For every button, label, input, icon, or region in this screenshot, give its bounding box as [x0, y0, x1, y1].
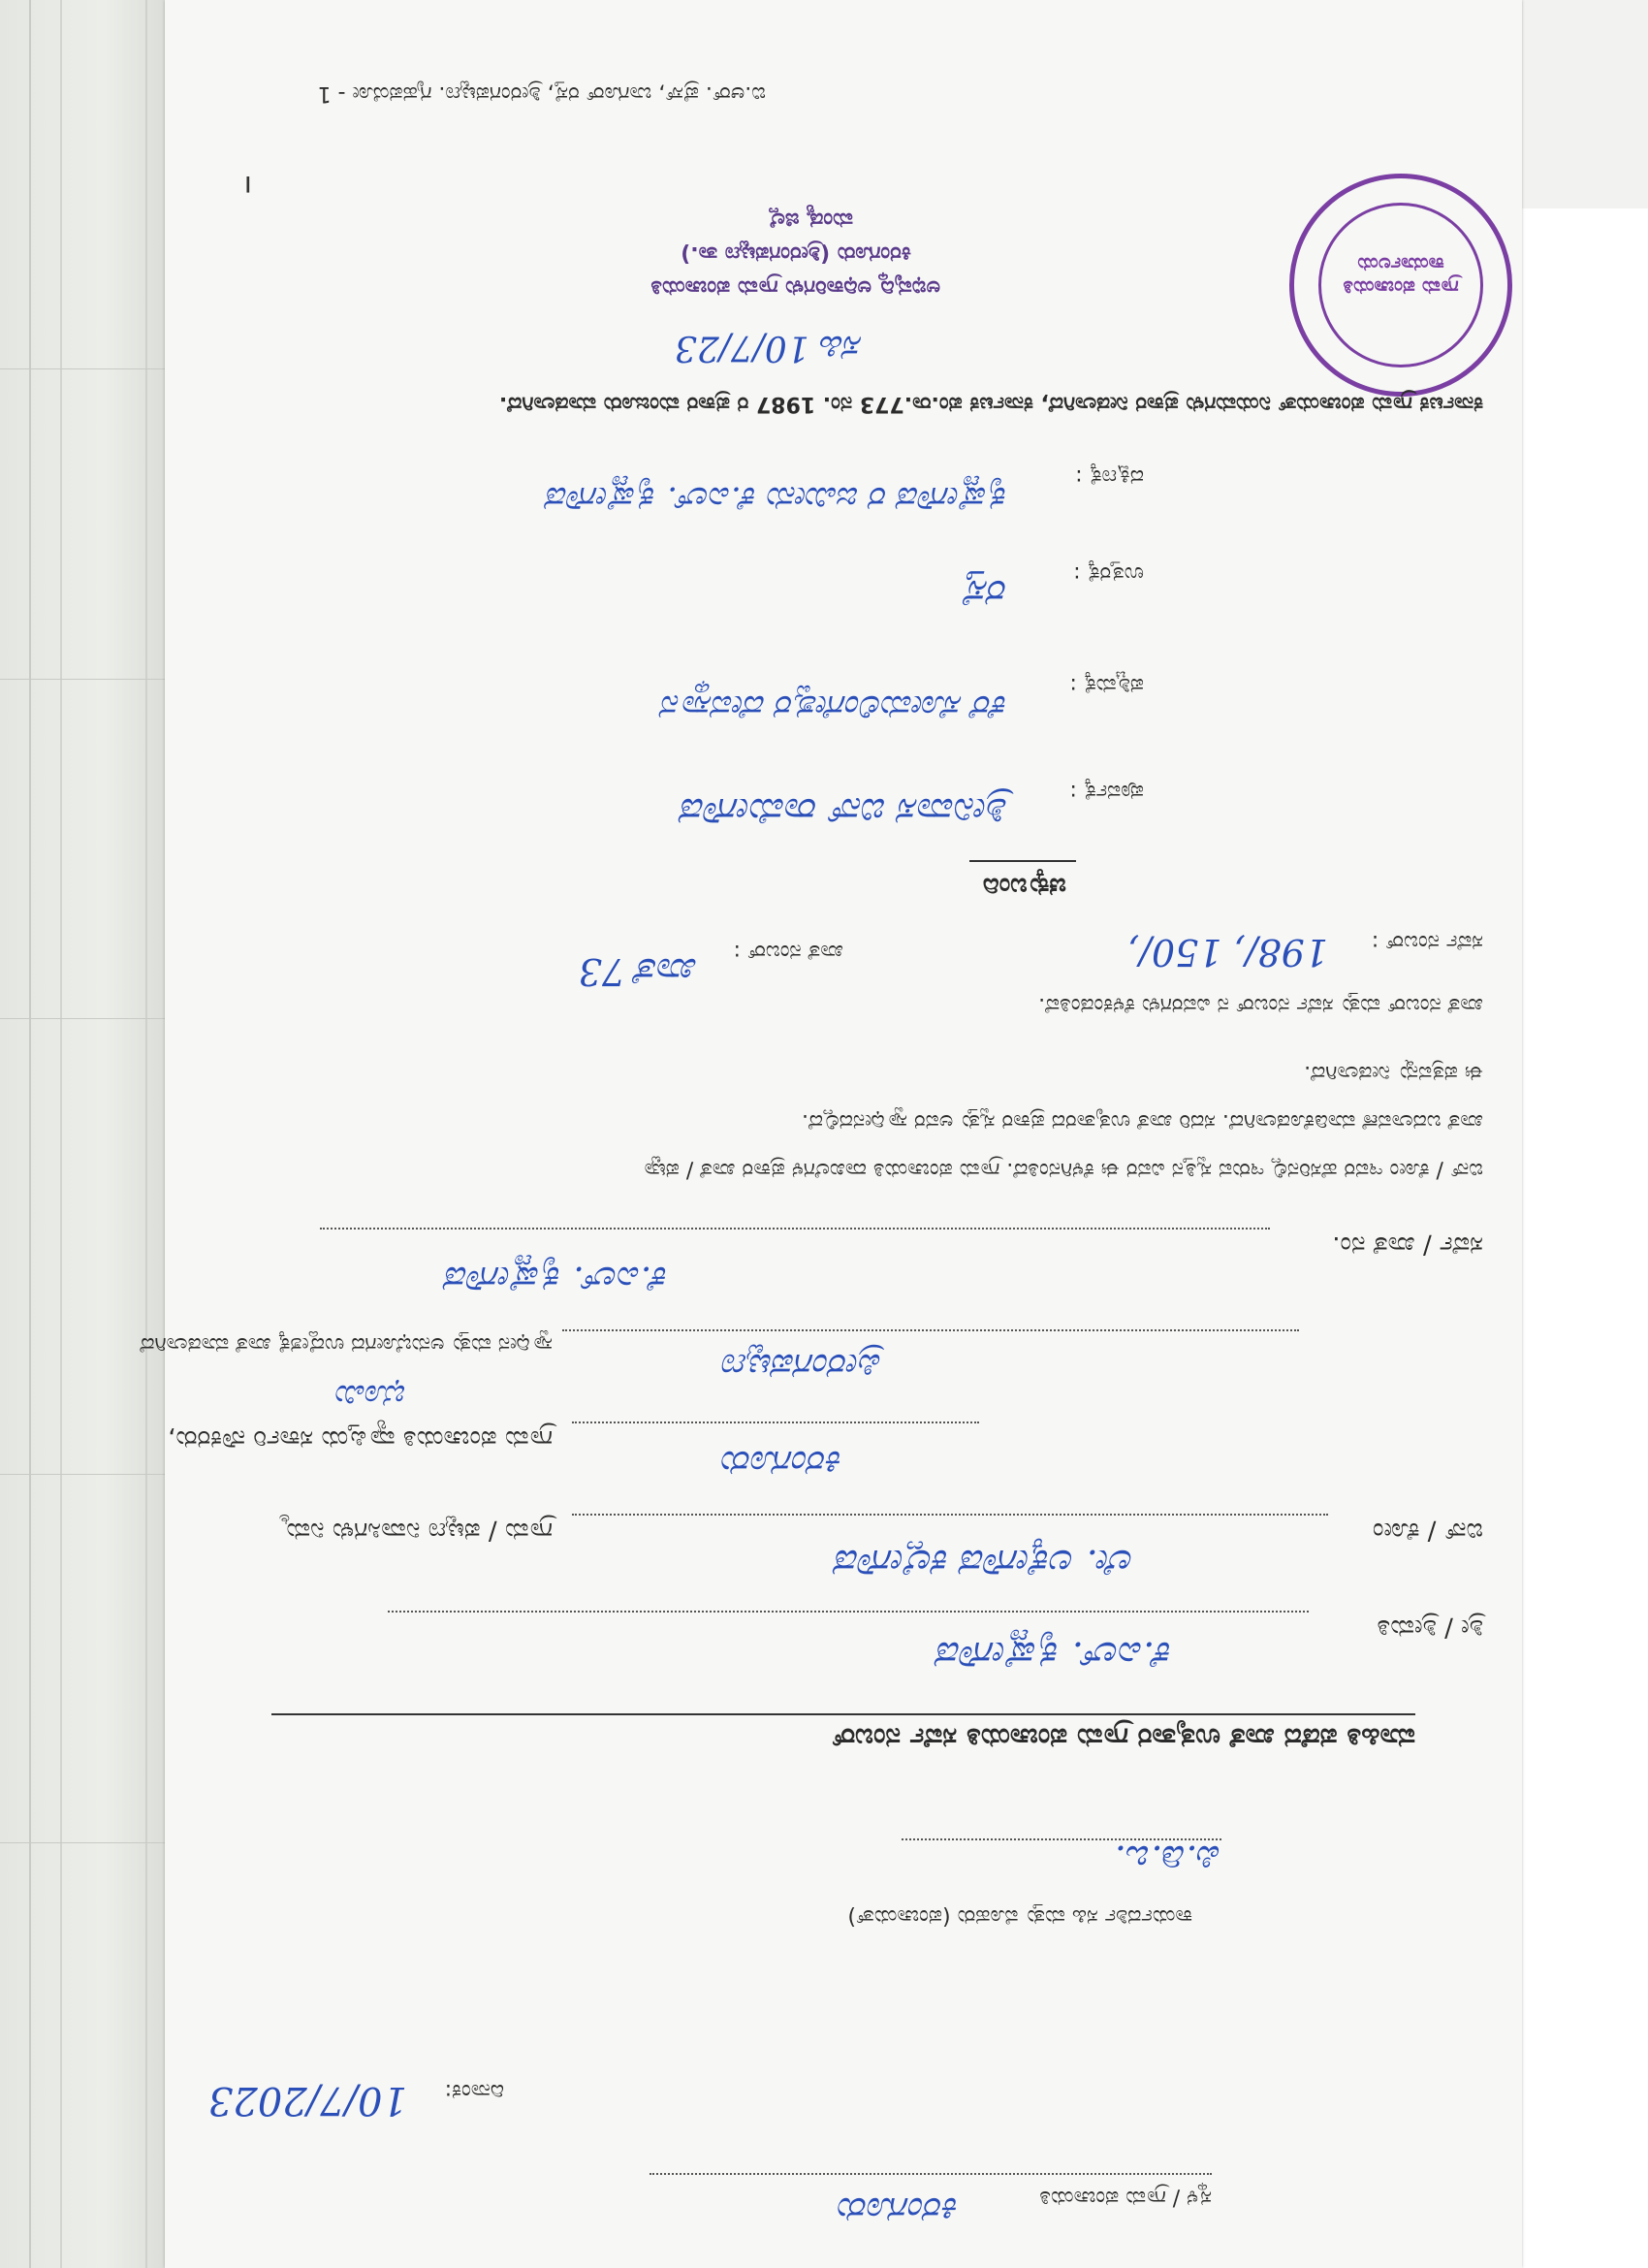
officer-signature-handwritten: ಸಹಿ 10/7/23: [674, 328, 863, 367]
printer-footer: ಬಿ.ಆರ್. ಪ್ರೆಸ್, ಬಾಗೂರ್ ರಸ್ತೆ, ಶ್ರೀರಂಗಪಟ್ಟಣ. ಗೃಹಪಯೋ - 1: [317, 81, 766, 106]
village-handwritten: ಕಿರಂಗೂರು: [722, 1443, 843, 1483]
place-handwritten: ಕಿರಂಗೂರು: [839, 2189, 960, 2229]
village-suffix: ಗ್ರಾಮ ಪಂಚಾಯತಿ ವ್ಯಾಪ್ತಿಯ ಸರ್ಕಾರಿ ನೌಕರರು,: [168, 1424, 553, 1453]
west-label: ಪಶ್ಚಿಮಕ್ಕೆ :: [1069, 673, 1144, 697]
south-boundary-handwritten: ಕೃಷ್ಣೇಗೌಡ ರ ಜಮೀನು ಕೆ.ಎಲ್. ಕೃಷ್ಣೇಗೌಡ: [547, 479, 1008, 518]
sheet-edge: [29, 0, 31, 2268]
boundaries-underline: [969, 860, 1076, 862]
document-title: ಮಾಹಿತಿ ಪಡೆದ ಖಾತೆ ಉತೃತಾರ ಗ್ರಾಮ ಪಂಚಾಯತಿ ಸರ್ವೆ ನಂಬರ್: [832, 1722, 1415, 1754]
khata-number-handwritten: ಖಾತೆ 73: [578, 950, 698, 993]
body-line-6: ಬಿನ್ / ಕೋಂ ಇವರ ಹೆಸರಿನಲ್ಲಿ ಇರುವ ಸ್ವತ್ತಿನ ವಿವರ ಈ ಕೆಳಗಿನಂತಿದೆ. ಗ್ರಾಮ ಪಂಚಾಯತಿ ದಾಖಲೆಗಳ ಪ್ರಕಾರ ಖಾತೆ / ಪಟ್ಟಾ: [642, 1158, 1483, 1182]
survey-number-handwritten: 198/, 150/,: [1127, 931, 1328, 974]
body-line-9: ಖಾತೆ ನಂಬರ್ ಮತ್ತು ಸರ್ವೆ ನಂಬರ್ ನ ವಿವರಗಳು ಕೆಳಕಂಡಂತಿವೆ.: [1038, 993, 1483, 1017]
background-ruling: [0, 1018, 170, 1019]
relation-prefix: ಬಿನ್ / ಕೋಂ: [1373, 1517, 1483, 1546]
certificate-page: [140, 0, 1522, 2268]
north-label: ಉತ್ತರಕ್ಕೆ :: [1073, 561, 1144, 586]
secretary-signature-label: ಕಾರ್ಯದರ್ಶಿ ಸಹಿ ಮತ್ತು ಮೊಹರು (ಪಂಚಾಯತ್): [847, 1904, 1192, 1929]
margin-handwritten-note: ಭೂಮಿ: [336, 1378, 407, 1415]
boundaries-heading: ಚಕ್ಕುಬಂದಿ: [982, 872, 1066, 901]
taluk-suffix: ಸ್ವಾಧೀನ ಮತ್ತು ಅನುಭೋಗದ ಉದ್ದೇಶಕ್ಕೆ ಖಾತೆ ಮಾಡಲಾಗಿದೆ: [140, 1332, 553, 1357]
khata-dotted-line: [320, 1228, 1270, 1230]
village-dotted-line: [572, 1421, 979, 1424]
name-prefix: ಶ್ರೀ / ಶ್ರೀಮತಿ: [1377, 1613, 1483, 1643]
seal-line-3: ಮಂಡ್ಯ ಜಿಲ್ಲೆ: [768, 208, 853, 232]
south-label: ದಕ್ಷಿಣಕ್ಕೆ :: [1075, 464, 1144, 489]
date-handwritten: 10/7/2023: [207, 2078, 407, 2123]
body-line-7: ಖಾತೆ ಬದಲಾವಣೆ ಮಾಡಿಕೊಡಲಾಗಿದೆ. ಸದರಿ ಖಾತೆ ಉತೃತಾರದ ಪ್ರಕಾರ ಸ್ವತ್ತು ಅವರ ಸ್ವಾಧೀನದಲ್ಲಿದೆ.: [801, 1109, 1483, 1134]
background-ruling: [0, 368, 170, 369]
place-dotted-line: [650, 2173, 1212, 2176]
office-rubber-stamp: [1289, 174, 1512, 397]
legal-note: ಕರ್ನಾಟಕ ಗ್ರಾಮ ಪಂಚಾಯತ್ ನಿಯಮಗಳು ಪ್ರಕಾರ ನೀಡಲಾಗಿದೆ, ಕರ್ನಾಟಕ ಪಂ.ರಾ.773 ನಂ. 1987 ರ ಪ್ರಕಾರ ಮಂಜೂರು ಮಾಡಲಾಗಿದೆ.: [498, 392, 1483, 416]
north-boundary-handwritten: ರಸ್ತೆ: [964, 572, 1008, 615]
body-line-8: ಈ ಪತ್ರವನ್ನು ನೀಡಲಾಗಿದೆ.: [1304, 1061, 1483, 1085]
survey-number-label: ಸರ್ವೆ ನಂಬರ್ :: [1371, 930, 1483, 954]
taluk-handwritten: ಪ್ರೀರಂಗಪಟ್ಟಣ: [722, 1346, 882, 1386]
title-underline: [271, 1713, 1415, 1715]
relation-dotted-line: [572, 1514, 1328, 1517]
date-label: ದಿನಾಂಕ:: [444, 2079, 504, 2103]
background-ruling: [0, 1474, 170, 1475]
khata-number-label: ಖಾತೆ ನಂಬರ್ :: [733, 940, 843, 964]
taluk-dotted-line: [562, 1329, 1299, 1332]
khata-prefix: ಸರ್ವೆ / ಖಾತೆ ನಂ.: [1332, 1230, 1483, 1260]
sheet-edge: [145, 0, 147, 2268]
relation-suffix: ಗ್ರಾಮ / ಪಟ್ಟಣ ನಿವಾಸಿಗಳು ನಿಮ್ಮ: [282, 1517, 553, 1546]
name-dotted-line: [388, 1611, 1309, 1613]
corner-tick-mark: ı: [243, 169, 252, 203]
sheet-edge: [60, 0, 62, 2268]
east-boundary-handwritten: ಶ್ರೀನಿವಾಸ ಬಿನ್ ರಾಮೇಗೌಡ: [681, 790, 1008, 833]
secretary-dotted-line: [902, 1838, 1221, 1841]
place-label: ಸ್ಥಳ / ಗ್ರಾಮ ಪಂಚಾಯತಿ: [1039, 2186, 1212, 2210]
secretary-signature-hand: ಪಿ.ಡಿ.ಒ.: [1114, 1837, 1221, 1880]
holder-name-handwritten: ಕೆ.ಎಲ್. ಕೃಷ್ಣೇಗೌಡ: [937, 1634, 1173, 1677]
background-ruling: [0, 1842, 170, 1843]
khata-holder-handwritten: ಕೆ.ಎಲ್. ಕೃಷ್ಣೇಗೌಡ: [446, 1259, 669, 1298]
seal-line-1: ಅಭಿವೃದ್ಧಿ ಅಧಿಕಾರಿಗಳು ಗ್ರಾಮ ಪಂಚಾಯತಿ: [650, 275, 940, 300]
west-boundary-handwritten: ಕೆರೆ ಸೋಮಲಿಂಗೇಶ್ವರ ದೇವಸ್ಥಾನ: [661, 687, 1008, 726]
right-sheet: [1507, 208, 1648, 2268]
seal-line-2: ಕಿರಂಗೂರು (ಶ್ರೀರಂಗಪಟ್ಟಣ ತಾ.): [681, 241, 911, 266]
background-ruling: [0, 679, 170, 680]
east-label: ಪೂರ್ವಕ್ಕೆ :: [1069, 780, 1144, 804]
background-sheets: [0, 0, 174, 2268]
stamp-text: ಗ್ರಾಮ ಪಂಚಾಯತಿ ಕಾರ್ಯಾಲಯ: [1343, 253, 1459, 300]
father-name-handwritten: ಲೇ. ಲಕ್ಕೇಗೌಡ ಕಲ್ಲೇಗೌಡ: [836, 1542, 1134, 1584]
